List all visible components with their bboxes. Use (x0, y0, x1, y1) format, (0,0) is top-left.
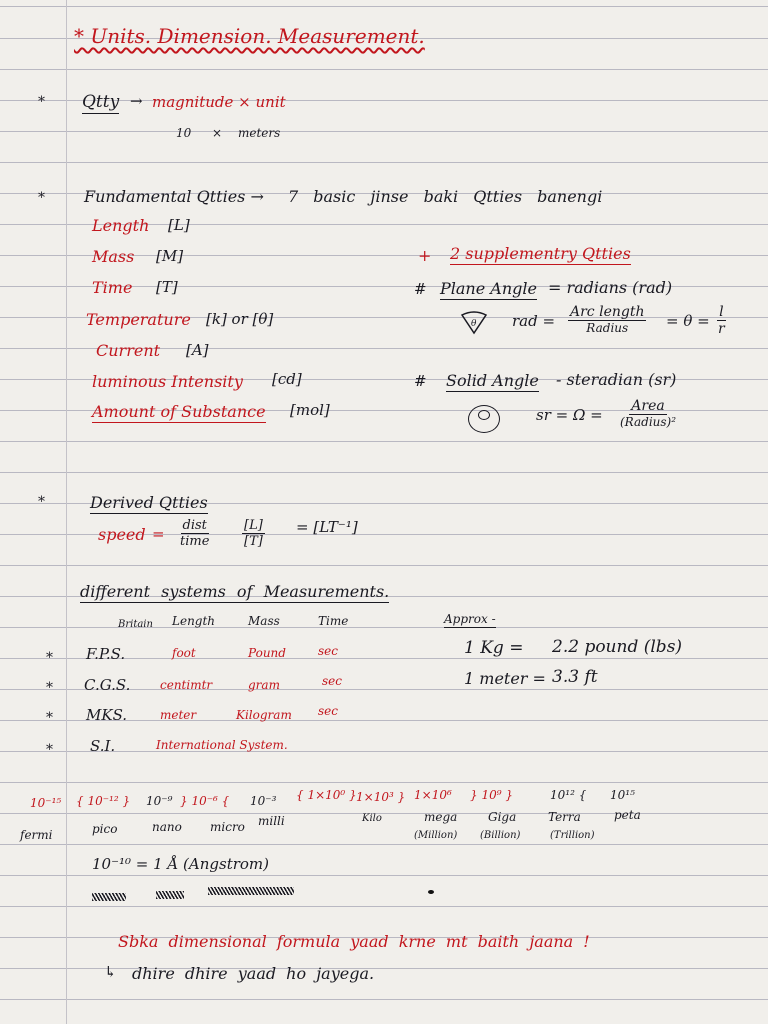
crossed-out-text (156, 891, 184, 899)
prefix-pico: pico (92, 822, 118, 836)
plane-angle-unit: = radians (rad) (548, 278, 673, 297)
fq-luminous-name: luminous Intensity (92, 372, 243, 391)
speed-fraction (178, 518, 211, 549)
speed-dim-numerator: [L] (244, 518, 263, 533)
rad-theta-eq: = θ = (666, 312, 710, 330)
system-cgs-name: C.G.S. (84, 676, 131, 694)
bullet-star: * (46, 710, 53, 726)
system-fps-time: sec (318, 644, 338, 658)
rad-denominator: Radius (586, 321, 629, 335)
systems-heading: different systems of Measurements. (80, 582, 390, 601)
sr-lhs: sr = Ω = (536, 406, 603, 424)
qty-arrow: → (130, 92, 143, 110)
prefix-giga-sub: (Billion) (480, 830, 521, 841)
system-mks-name: MKS. (86, 706, 128, 724)
system-fps-name: F.P.S. (86, 645, 126, 663)
power-milli: 10⁻³ (250, 794, 277, 808)
system-mks-mass: Kilogram (236, 708, 292, 722)
fq-time-symbol: [T] (156, 278, 178, 296)
system-cgs-length: centimtr (160, 678, 213, 692)
power-nano: 10⁻⁹ (146, 794, 173, 808)
supplementary-heading: 2 supplementry Qtties (450, 244, 631, 263)
fq-mass-name: Mass (92, 247, 135, 266)
prefix-terra: Terra (548, 810, 581, 824)
system-cgs-mass: gram (248, 678, 280, 692)
col-time: Time (318, 614, 349, 628)
footer-arrow: ↳ (104, 963, 117, 981)
col-britain: Britain (118, 619, 153, 630)
system-si-name: S.I. (90, 737, 116, 755)
rad-r: r (718, 321, 725, 337)
speed-denominator: time (180, 534, 210, 549)
speed-dim-result: = [LT⁻¹] (296, 518, 358, 536)
power-terra: 10¹² { (550, 788, 587, 802)
bullet-star: * (38, 94, 45, 110)
qty-label: Qtty (82, 92, 120, 112)
meter-label: 1 meter = (464, 669, 546, 688)
plane-angle-hash: # (414, 280, 427, 298)
bullet-star: * (38, 494, 45, 510)
prefix-giga: Giga (488, 810, 517, 824)
fundamental-note: 7 basic jinse baki Qtties banengi (288, 187, 603, 206)
rad-l-over-r (716, 304, 727, 337)
plane-angle-diagram (460, 311, 486, 333)
prefix-peta: peta (614, 808, 641, 822)
power-mega: 1×10⁶ (414, 788, 452, 802)
qty-example-unit: meters (238, 126, 281, 140)
power-fermi: 10⁻¹⁵ (30, 796, 62, 810)
derived-heading: Derived Qtties (90, 493, 208, 512)
speed-dim-denominator: [T] (244, 534, 263, 549)
power-giga: } 10⁹ } (470, 788, 513, 802)
bullet-star: * (46, 680, 53, 696)
plane-angle-name: Plane Angle (440, 279, 537, 298)
fq-current-name: Current (96, 341, 161, 360)
supplementary-plus: + (418, 246, 432, 265)
prefix-kilo: Kilo (362, 813, 382, 824)
power-unit: { 1×10⁰ } (296, 788, 357, 802)
fq-time-name: Time (92, 278, 133, 297)
sr-fraction (618, 398, 678, 429)
fq-length-name: Length (92, 216, 150, 235)
solid-angle-hash: # (414, 372, 427, 390)
col-length: Length (172, 614, 216, 628)
bullet-star: * (46, 742, 53, 758)
fq-amount-symbol: [mol] (290, 401, 330, 419)
prefix-terra-sub: (Trillion) (550, 830, 595, 841)
prefix-nano: nano (152, 820, 182, 834)
prefix-mega: mega (424, 810, 458, 824)
col-mass: Mass (248, 614, 280, 628)
fq-mass-symbol: [M] (156, 247, 184, 265)
fq-temperature-name: Temperature (86, 310, 191, 329)
power-kilo: 1×10³ } (356, 790, 406, 804)
qty-example-number: 10 (176, 126, 192, 140)
system-si-desc: International System. (156, 738, 288, 752)
prefix-fermi: fermi (20, 828, 53, 842)
power-peta: 10¹⁵ (610, 788, 635, 802)
sr-denominator: (Radius)² (620, 415, 677, 429)
sector-icon (460, 311, 488, 335)
theta-label: θ (471, 319, 477, 329)
rad-fraction (568, 304, 646, 335)
kg-label: 1 Kg = (464, 638, 524, 658)
crossed-out-text (92, 893, 126, 901)
speed-dim-fraction (242, 518, 265, 549)
speed-numerator: dist (182, 518, 207, 533)
fq-amount-name: Amount of Substance (92, 402, 266, 421)
fq-temperature-symbol: [k] or [θ] (206, 310, 274, 328)
system-fps-length: foot (172, 646, 196, 660)
fq-current-symbol: [A] (186, 341, 209, 359)
solid-angle-unit: - steradian (sr) (556, 370, 677, 389)
system-mks-time: sec (318, 704, 338, 718)
ink-dot (428, 890, 434, 894)
footer-note-2: dhire dhire yaad ho jayega. (132, 964, 375, 983)
rad-l: l (719, 304, 724, 320)
footer-note: Sbka dimensional formula yaad krne mt baith jaana ! (118, 932, 590, 951)
crossed-out-text (208, 887, 294, 895)
prefix-mega-sub: (Million) (414, 830, 458, 841)
sphere-cap (478, 410, 490, 420)
power-micro: } 10⁻⁶ { (180, 794, 230, 808)
fq-luminous-symbol: [cd] (272, 370, 302, 388)
speed-eq: = (152, 525, 165, 543)
kg-value: 2.2 pound (lbs) (552, 637, 683, 657)
angstrom-definition: 10⁻¹⁰ = 1 Å (Angstrom) (92, 855, 269, 873)
fundamental-heading: Fundamental Qtties → (84, 187, 264, 206)
system-cgs-time: sec (322, 674, 342, 688)
qty-example-times: × (212, 126, 223, 140)
prefix-milli: milli (258, 814, 285, 828)
speed-label: speed (98, 525, 146, 544)
bullet-star: * (38, 190, 45, 206)
margin-line (66, 0, 67, 1024)
solid-angle-name: Solid Angle (446, 371, 539, 390)
system-mks-length: meter (160, 708, 197, 722)
fq-length-symbol: [L] (168, 216, 190, 234)
bullet-star: * (46, 650, 53, 666)
sr-numerator: Area (631, 398, 665, 414)
rad-numerator: Arc length (570, 304, 645, 320)
approx-heading: Approx - (444, 612, 496, 626)
power-pico: { 10⁻¹² } (76, 794, 131, 808)
page-title: * Units. Dimension. Measurement. (74, 24, 425, 48)
qty-formula: magnitude × unit (152, 93, 286, 111)
rad-lhs: rad = (512, 312, 556, 330)
system-fps-mass: Pound (248, 646, 286, 660)
meter-value: 3.3 ft (552, 667, 598, 687)
prefix-micro: micro (210, 820, 245, 834)
